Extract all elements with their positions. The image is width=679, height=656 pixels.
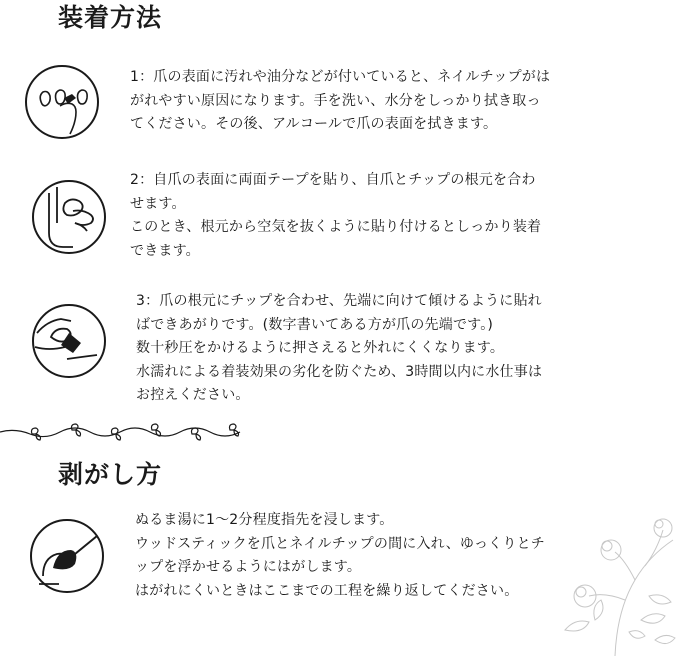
removal-line: ップを浮かせるようにはがします。 xyxy=(135,559,362,575)
step-3-line: 3：爪の根元にチップを合わせ、先端に向けて傾けるように貼れ xyxy=(136,293,542,309)
section-title-removal: 剥がし方 xyxy=(58,460,163,489)
nail-cleaning-icon xyxy=(24,64,100,140)
step-1-line: がれやすい原因になります。手を洗い、水分をしっかり拭き取っ xyxy=(130,92,541,109)
step-3-line: お控えください。 xyxy=(136,387,250,403)
floral-corner-icon xyxy=(545,500,679,656)
removal-line: ぬるま湯に1〜2分程度指先を浸します。 xyxy=(135,512,394,528)
step-1-text xyxy=(130,66,550,137)
removal-text xyxy=(135,509,545,603)
removal-line: ウッドスティックを爪とネイルチップの間に入れ、ゆっくりとチ xyxy=(135,535,545,552)
removal-line: はがれにくいときはここまでの工程を繰り返してください。 xyxy=(135,582,519,599)
step-1-line: 1：爪の表面に汚れや油分などが付いていると、ネイルチップがは xyxy=(130,69,551,85)
section-title-application: 装着方法 xyxy=(58,3,163,32)
step-2-line: できます。 xyxy=(130,242,200,259)
vine-divider-icon xyxy=(0,418,250,446)
step-2-line: せます。 xyxy=(130,195,186,212)
step-3-line: ばできあがりです。(数字書いてある方が爪の先端です。) xyxy=(136,316,494,333)
step-3-line: 数十秒圧をかけるように押さえると外れにくくなります。 xyxy=(136,340,505,356)
finger-tape-icon xyxy=(31,179,107,255)
step-2-line: 2：自爪の表面に両面テープを貼り、自爪とチップの根元を合わ xyxy=(130,172,536,188)
step-2-text xyxy=(130,169,541,263)
press-tip-icon xyxy=(31,303,107,379)
step-2-line: このとき、根元から空気を抜くように貼り付けるとしっかり装着 xyxy=(130,219,542,235)
step-1-line: てください。その後、アルコールで爪の表面を拭きます。 xyxy=(130,116,498,132)
step-3-line: 水濡れによる着装効果の劣化を防ぐため、3時間以内に水仕事は xyxy=(136,363,543,380)
step-3-text xyxy=(136,290,542,408)
wooden-stick-removal-icon xyxy=(29,518,105,594)
